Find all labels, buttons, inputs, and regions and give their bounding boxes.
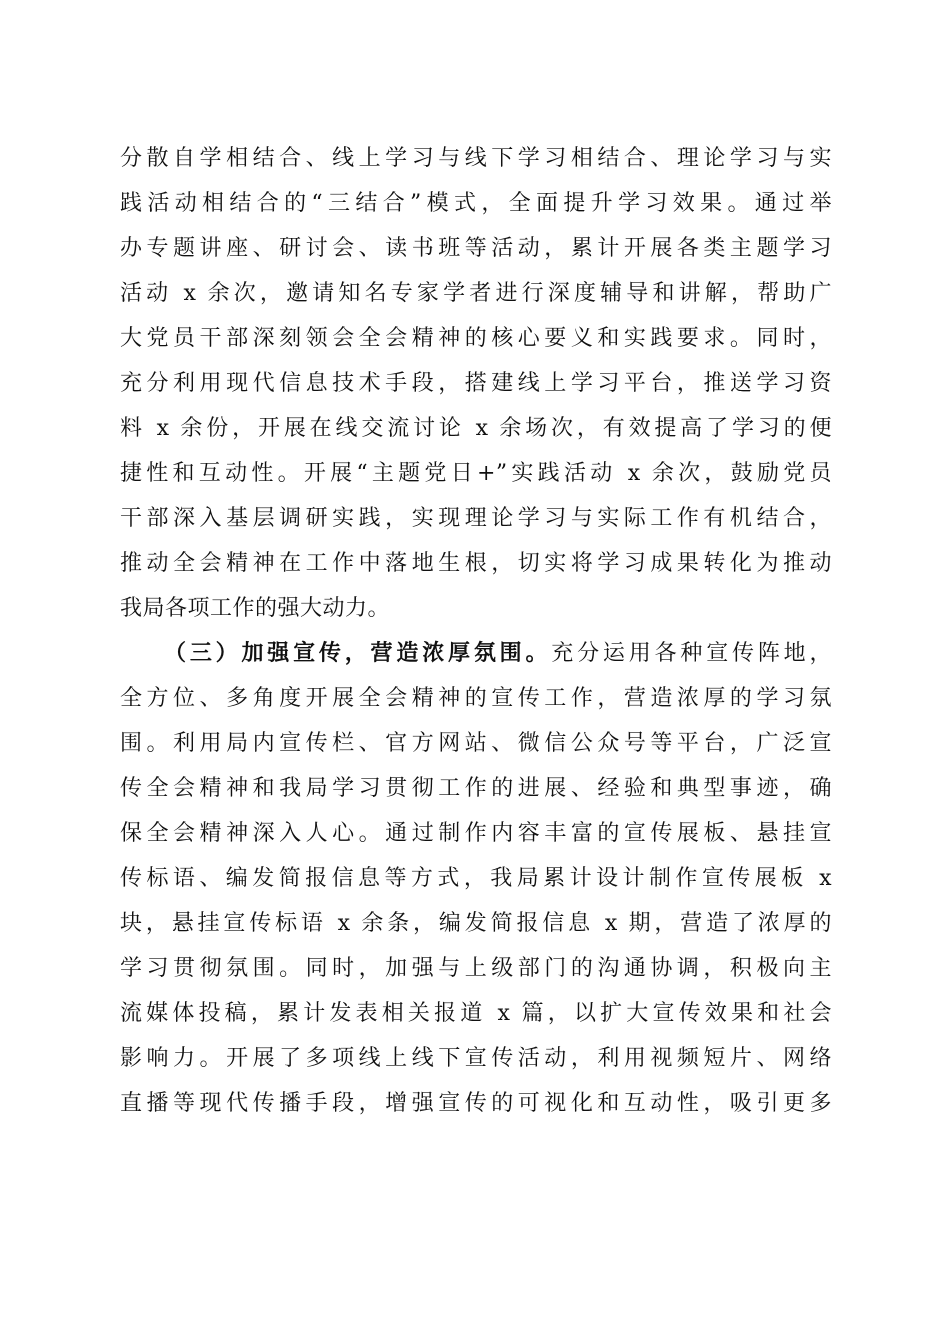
document-body — [120, 136, 832, 1126]
text-line: 捷性和互动性。开展“主题党日+”实践活动 x 余次，鼓励党员 — [120, 461, 832, 486]
text-line: 学习贯彻氛围。同时，加强与上级部门的沟通协调，积极向主 — [120, 956, 832, 981]
text-line: 践活动相结合的“三结合”模式，全面提升学习效果。通过举 — [120, 191, 832, 216]
section-first-line-text: 充分运用各种宣传阵地， — [551, 641, 832, 666]
text-line: 充分利用现代信息技术手段，搭建线上学习平台，推送学习资 — [120, 371, 832, 396]
text-line: 干部深入基层调研实践，实现理论学习与实际工作有机结合， — [120, 506, 832, 531]
paragraph-1 — [120, 136, 832, 631]
text-line: 推动全会精神在工作中落地生根，切实将学习成果转化为推动 — [120, 551, 832, 576]
text-line: 传全会精神和我局学习贯彻工作的进展、经验和典型事迹，确 — [120, 776, 832, 801]
text-line: 大党员干部深刻领会全会精神的核心要义和实践要求。同时， — [120, 326, 832, 351]
text-line: 分散自学相结合、线上学习与线下学习相结合、理论学习与实 — [120, 146, 832, 171]
text-line: 传标语、编发简报信息等方式，我局累计设计制作宣传展板 x — [120, 866, 832, 891]
text-line: 直播等现代传播手段，增强宣传的可视化和互动性，吸引更多 — [120, 1091, 832, 1116]
text-line: 块，悬挂宣传标语 x 余条，编发简报信息 x 期，营造了浓厚的 — [120, 911, 832, 936]
paragraph-2 — [120, 631, 832, 1126]
text-line: 流媒体投稿，累计发表相关报道 x 篇，以扩大宣传效果和社会 — [120, 1001, 832, 1026]
section-heading: （三）加强宣传，营造浓厚氛围。 — [164, 640, 552, 666]
text-line: 我局各项工作的强大动力。 — [120, 596, 391, 621]
text-line: 料 x 余份，开展在线交流讨论 x 余场次，有效提高了学习的便 — [120, 416, 832, 441]
text-line: 影响力。开展了多项线上线下宣传活动，利用视频短片、网络 — [120, 1046, 832, 1071]
section-first-line — [120, 631, 832, 676]
text-line: 全方位、多角度开展全会精神的宣传工作，营造浓厚的学习氛 — [120, 686, 832, 711]
text-line: 围。利用局内宣传栏、官方网站、微信公众号等平台，广泛宣 — [120, 731, 832, 756]
text-line: 办专题讲座、研讨会、读书班等活动，累计开展各类主题学习 — [120, 236, 832, 261]
text-line: 活动 x 余次，邀请知名专家学者进行深度辅导和讲解，帮助广 — [120, 281, 832, 306]
text-line: 保全会精神深入人心。通过制作内容丰富的宣传展板、悬挂宣 — [120, 821, 832, 846]
